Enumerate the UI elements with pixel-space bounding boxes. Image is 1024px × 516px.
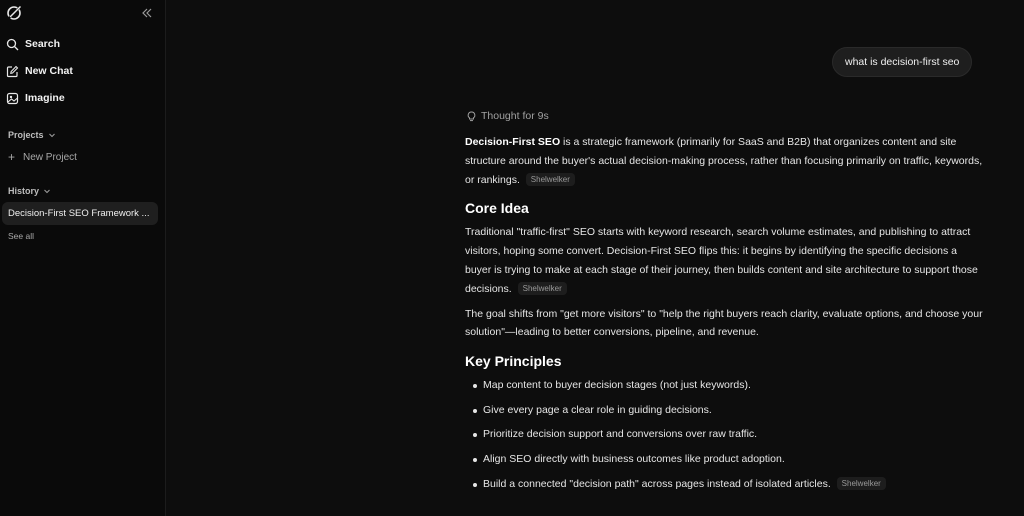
key-principles-heading: Key Principles (465, 353, 562, 370)
principles-list (465, 376, 985, 493)
list-item: Align SEO directly with business outcomes like product adoption. (473, 450, 985, 469)
thought-toggle[interactable] (466, 110, 549, 122)
citation-chip[interactable]: Shelwelker (518, 282, 567, 295)
see-all-link[interactable]: See all (8, 231, 34, 241)
sidebar-item-search[interactable] (6, 33, 60, 55)
projects-section-toggle[interactable] (8, 130, 56, 140)
sidebar-item-imagine[interactable] (6, 87, 65, 109)
chevron-down-icon (48, 131, 56, 139)
projects-label: Projects (8, 130, 44, 140)
new-project-button[interactable] (8, 150, 77, 164)
intro-term: Decision-First SEO (465, 136, 561, 148)
thought-label: Thought for 9s (481, 110, 549, 122)
core-text-1: Traditional "traffic-first" SEO starts with keyword research, search volume estimates, and publishing to attract visitors, hoping some convert. Decision-First SEO flips this: it begins by identifying the specific decisions a buyer is trying to make at each stage of their journey, then builds content and site architecture to support those decisions. (465, 226, 978, 295)
chevron-down-icon (43, 187, 51, 195)
collapse-sidebar-icon[interactable] (140, 6, 154, 20)
search-icon (6, 38, 19, 51)
lightbulb-icon (466, 111, 477, 122)
list-item: Give every page a clear role in guiding decisions. (473, 401, 985, 420)
history-label: History (8, 186, 40, 196)
list-item-text: Build a connected "decision path" across pages instead of isolated articles. (483, 477, 831, 490)
new-project-label: New Project (23, 151, 77, 163)
core-paragraph-1 (465, 223, 985, 298)
assistant-response (465, 133, 985, 499)
list-item: Prioritize decision support and conversions over raw traffic. (473, 425, 985, 444)
edit-icon (6, 65, 19, 78)
user-message-bubble: what is decision-first seo (832, 47, 972, 77)
logo-icon[interactable] (6, 5, 22, 21)
sidebar-item-label: Search (25, 38, 61, 50)
list-item (473, 475, 985, 494)
plus-icon: + (8, 150, 16, 164)
sidebar-item-label: New Chat (25, 65, 73, 77)
chat-main (166, 0, 1024, 516)
core-paragraph-2: The goal shifts from "get more visitors" to "help the right buyers reach clarity, evaluate options, and choose your solution"—leading to better conversions, pipeline, and revenue. (465, 307, 983, 339)
sidebar-item-label: Imagine (25, 92, 65, 104)
citation-chip[interactable]: Shelwelker (837, 477, 886, 490)
citation-chip[interactable]: Shelwelker (526, 173, 575, 186)
history-section-toggle[interactable] (8, 186, 51, 196)
core-idea-heading: Core Idea (465, 200, 529, 217)
image-icon (6, 92, 19, 105)
sidebar-item-new-chat[interactable] (6, 60, 73, 82)
intro-paragraph (465, 133, 985, 189)
sidebar (0, 0, 166, 516)
intro-text: is a strategic framework (primarily for SaaS and B2B) that organizes content and site structure around the buyer's actual decision-making process, rather than focusing primarily on traffic, keywords, or rankings. (465, 136, 983, 186)
history-item-decision-first-seo[interactable]: Decision-First SEO Framework ... (2, 202, 158, 225)
list-item: Map content to buyer decision stages (not just keywords). (473, 376, 985, 395)
